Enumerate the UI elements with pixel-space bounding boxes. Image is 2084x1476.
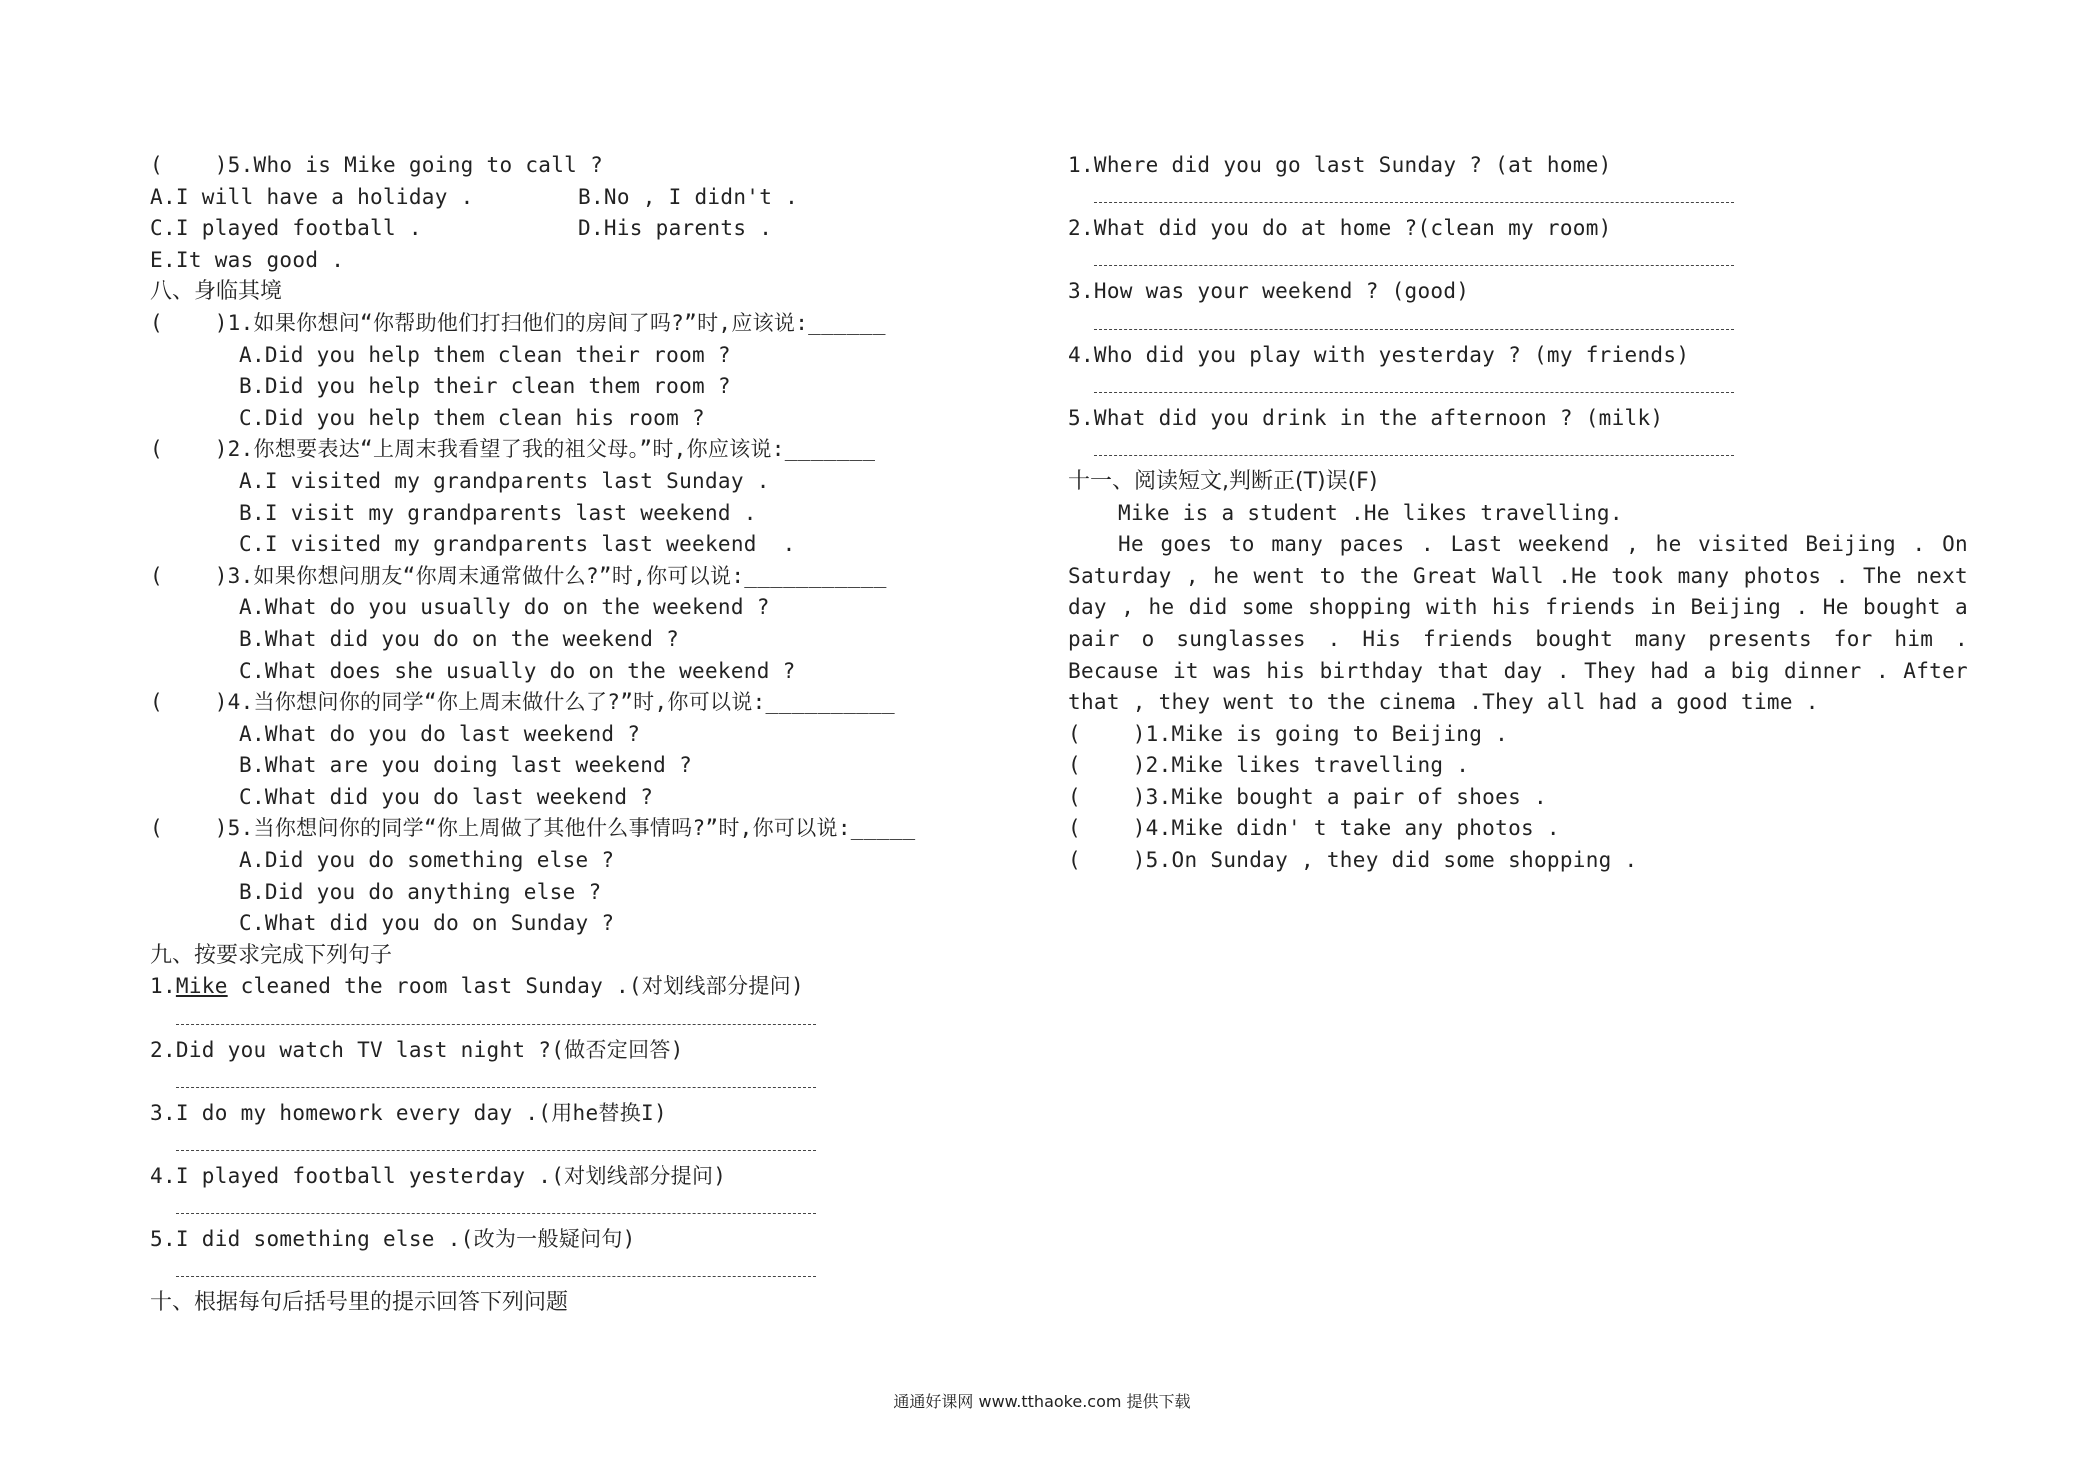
answer-line[interactable] [1068, 308, 1968, 340]
item-text: cleaned the room last Sunday .(对划线部分提问) [227, 974, 804, 999]
right-column [1068, 150, 1968, 877]
answer-line[interactable] [150, 1066, 1040, 1098]
tf-item-2: ( )2.Mike likes travelling . [1068, 753, 1470, 778]
section-10-item-2: 2.What did you do at home ?(clean my room) [1068, 216, 1612, 241]
passage-first-line: Mike is a student .He likes travelling. [1118, 500, 1623, 525]
section-8-question-1 [150, 308, 1040, 434]
answer-line[interactable] [150, 1129, 1040, 1161]
option-c: C.What does she usually do on the weekend ? [239, 658, 796, 683]
question-text: ( )5.当你想问你的同学“你上周做了其他什么事情吗?”时,你可以说:_____ [150, 816, 916, 841]
section-9-title: 九、按要求完成下列句子 [150, 942, 393, 968]
section-9-item-2: 2.Did you watch TV last night ?(做否定回答) [150, 1037, 684, 1062]
section-10-item-1: 1.Where did you go last Sunday ? (at home) [1068, 153, 1612, 177]
option-a: A.Did you help them clean their room ? [239, 342, 731, 367]
section-10-item-3: 3.How was your weekend ? (good) [1068, 279, 1470, 304]
option-c: C.What did you do last weekend ? [239, 784, 654, 809]
section-9-item-3: 3.I do my homework every day .(用he替换I) [150, 1100, 667, 1125]
section-10-title: 十、根据每句后括号里的提示回答下列问题 [150, 1290, 569, 1316]
option-b: B.No , I didn't . [578, 184, 799, 209]
section-9-item-4: 4.I played football yesterday .(对划线部分提问) [150, 1164, 727, 1188]
tf-item-3: ( )3.Mike bought a pair of shoes . [1068, 784, 1547, 809]
reading-passage: He goes to many paces . Last weekend , he visited Beijing . On Saturday , he went to the Great Wall .He took many photos . The next day , he did some shopping with his friends in Beijing . He bought a pair o sunglasses . His friends bought many presents for him . Because it was his birthday that day . They had a big dinner . After that , they went to the cinema .They all had a good time . [1068, 532, 1968, 715]
section-8-question-4 [150, 687, 1040, 813]
option-c: C.Did you help them clean his room ? [239, 405, 705, 430]
answer-line[interactable] [150, 1003, 1040, 1035]
section-9-item-5: 5.I did something else .(改为一般疑问句) [150, 1227, 636, 1252]
item-number: 1. [150, 974, 176, 999]
option-a: A.What do you do last weekend ? [239, 721, 641, 746]
question-text: ( )2.你想要表达“上周末我看望了我的祖父母。”时,你应该说:_______ [150, 437, 876, 462]
underlined-word: Mike [175, 974, 228, 999]
option-b: B.I visit my grandparents last weekend . [239, 500, 757, 525]
left-column [150, 150, 1040, 1319]
section-11-title: 十一、阅读短文,判断正(T)误(F) [1068, 468, 1378, 494]
section-10-item-4: 4.Who did you play with yesterday ? (my friends) [1068, 342, 1690, 367]
tf-item-1: ( )1.Mike is going to Beijing . [1068, 721, 1509, 746]
option-a: A.I will have a holiday . [150, 184, 474, 209]
option-c: C.What did you do on Sunday ? [239, 911, 615, 936]
answer-line[interactable] [1068, 182, 1968, 214]
answer-line[interactable] [1068, 371, 1968, 403]
section-9-item-1 [150, 971, 1040, 1003]
section-8-question-5 [150, 813, 1040, 939]
answer-line[interactable] [150, 1193, 1040, 1225]
option-a: A.I visited my grandparents last Sunday . [239, 468, 770, 493]
option-a: A.Did you do something else ? [239, 848, 615, 873]
options-row-2 [150, 213, 1040, 245]
option-d: D.His parents . [578, 216, 773, 241]
option-e: E.It was good . [150, 247, 345, 272]
option-b: B.What are you doing last weekend ? [239, 753, 693, 778]
answer-line[interactable] [1068, 245, 1968, 277]
option-c: C.I played football . [150, 216, 422, 241]
option-b: B.Did you do anything else ? [239, 879, 602, 904]
section-8-question-2 [150, 434, 1040, 560]
question-text: ( )1.如果你想问“你帮助他们打扫他们的房间了吗?”时,应该说:______ [150, 310, 886, 335]
option-a: A.What do you usually do on the weekend ? [239, 595, 770, 620]
question-7-5: ( )5.Who is Mike going to call ? [150, 153, 604, 177]
tf-item-4: ( )4.Mike didn' t take any photos . [1068, 816, 1560, 841]
option-b: B.What did you do on the weekend ? [239, 626, 680, 651]
question-text: ( )4.当你想问你的同学“你上周末做什么了?”时,你可以说:__________ [150, 690, 895, 715]
section-8-title: 八、身临其境 [150, 279, 283, 305]
option-b: B.Did you help their clean them room ? [239, 374, 731, 399]
section-10-item-5: 5.What did you drink in the afternoon ? (milk) [1068, 405, 1664, 430]
options-row-3 [150, 245, 1040, 277]
options-row-1 [150, 182, 1040, 214]
answer-line[interactable] [1068, 434, 1968, 466]
tf-item-5: ( )5.On Sunday , they did some shopping . [1068, 848, 1638, 873]
option-c: C.I visited my grandparents last weekend . [239, 532, 796, 557]
answer-line[interactable] [150, 1256, 1040, 1288]
question-text: ( )3.如果你想问朋友“你周末通常做什么?”时,你可以说:___________ [150, 563, 887, 588]
page-footer: 通通好课网 www.tthaoke.com 提供下载 [893, 1392, 1191, 1411]
section-8-question-3 [150, 561, 1040, 687]
